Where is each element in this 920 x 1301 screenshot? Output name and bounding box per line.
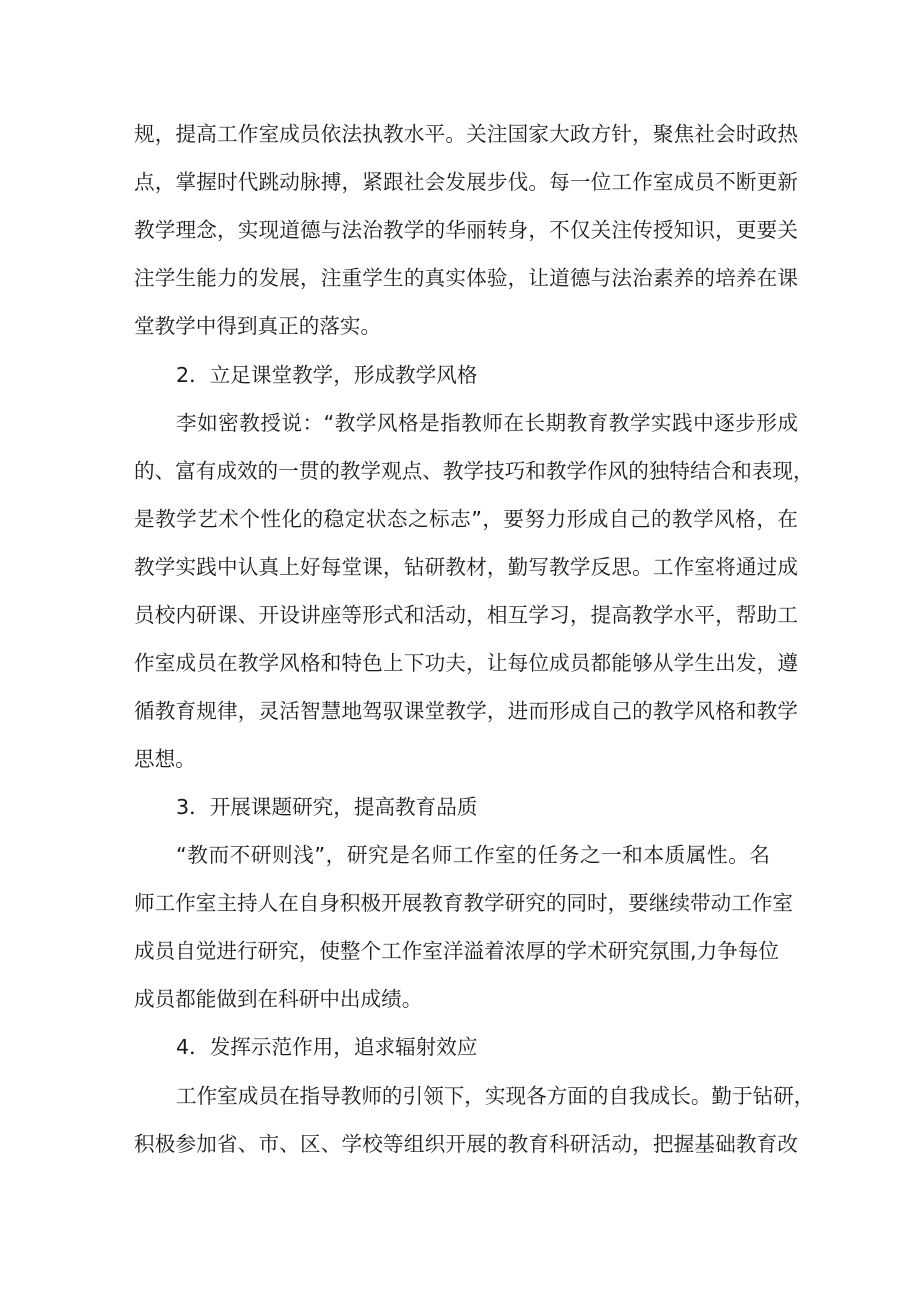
body-line: “教而不研则浅”，研究是名师工作室的任务之一和本质属性。名 [176,843,770,867]
body-line: 的、富有成效的一贯的教学观点、教学技巧和教学作风的独特结合和表现， [134,459,814,483]
body-line: 教学实践中认真上好每堂课，钻研教材，勤写教学反思。工作室将通过成 [134,555,798,579]
body-line: 工作室成员在指导教师的引领下，实现各方面的自我成长。勤于钻研， [176,1084,815,1108]
body-line: 堂教学中得到真正的落实。 [134,314,382,338]
section-heading: 3．开展课题研究，提高教育品质 [176,795,478,819]
body-line: 作室成员在教学风格和特色上下功夫，让每位成员都能够从学生出发，遵 [134,651,798,675]
section-heading: 4．发挥示范作用，追求辐射效应 [176,1035,478,1059]
body-line: 是教学艺术个性化的稳定状态之标志”，要努力形成自己的教学风格，在 [134,507,798,531]
body-line: 李如密教授说：“教学风格是指教师在长期教育教学实践中逐步形成 [176,411,798,435]
body-line: 规，提高工作室成员依法执教水平。关注国家大政方针，聚焦社会时政热 [134,122,798,146]
body-line: 教学理念，实现道德与法治教学的华丽转身，不仅关注传授知识，更要关 [134,218,798,242]
body-line: 思想。 [134,747,196,771]
body-line: 成员都能做到在科研中出成绩。 [134,987,423,1011]
body-line: 员校内研课、开设讲座等形式和活动，相互学习，提高教学水平，帮助工 [134,603,798,627]
body-line: 积极参加省、市、区、学校等组织开展的教育科研活动，把握基础教育改 [134,1132,798,1156]
body-line: 点，掌握时代跳动脉搏，紧跟社会发展步伐。每一位工作室成员不断更新 [134,170,798,194]
body-line: 循教育规律，灵活智慧地驾驭课堂教学，进而形成自己的教学风格和教学 [134,699,798,723]
body-line: 成员自觉进行研究，使整个工作室洋溢着浓厚的学术研究氛围,力争每位 [134,939,779,963]
section-heading: 2．立足课堂教学，形成教学风格 [176,363,478,387]
body-line: 注学生能力的发展，注重学生的真实体验，让道德与法治素养的培养在课 [134,266,798,290]
body-line: 师工作室主持人在自身积极开展教育教学研究的同时，要继续带动工作室 [134,891,793,915]
